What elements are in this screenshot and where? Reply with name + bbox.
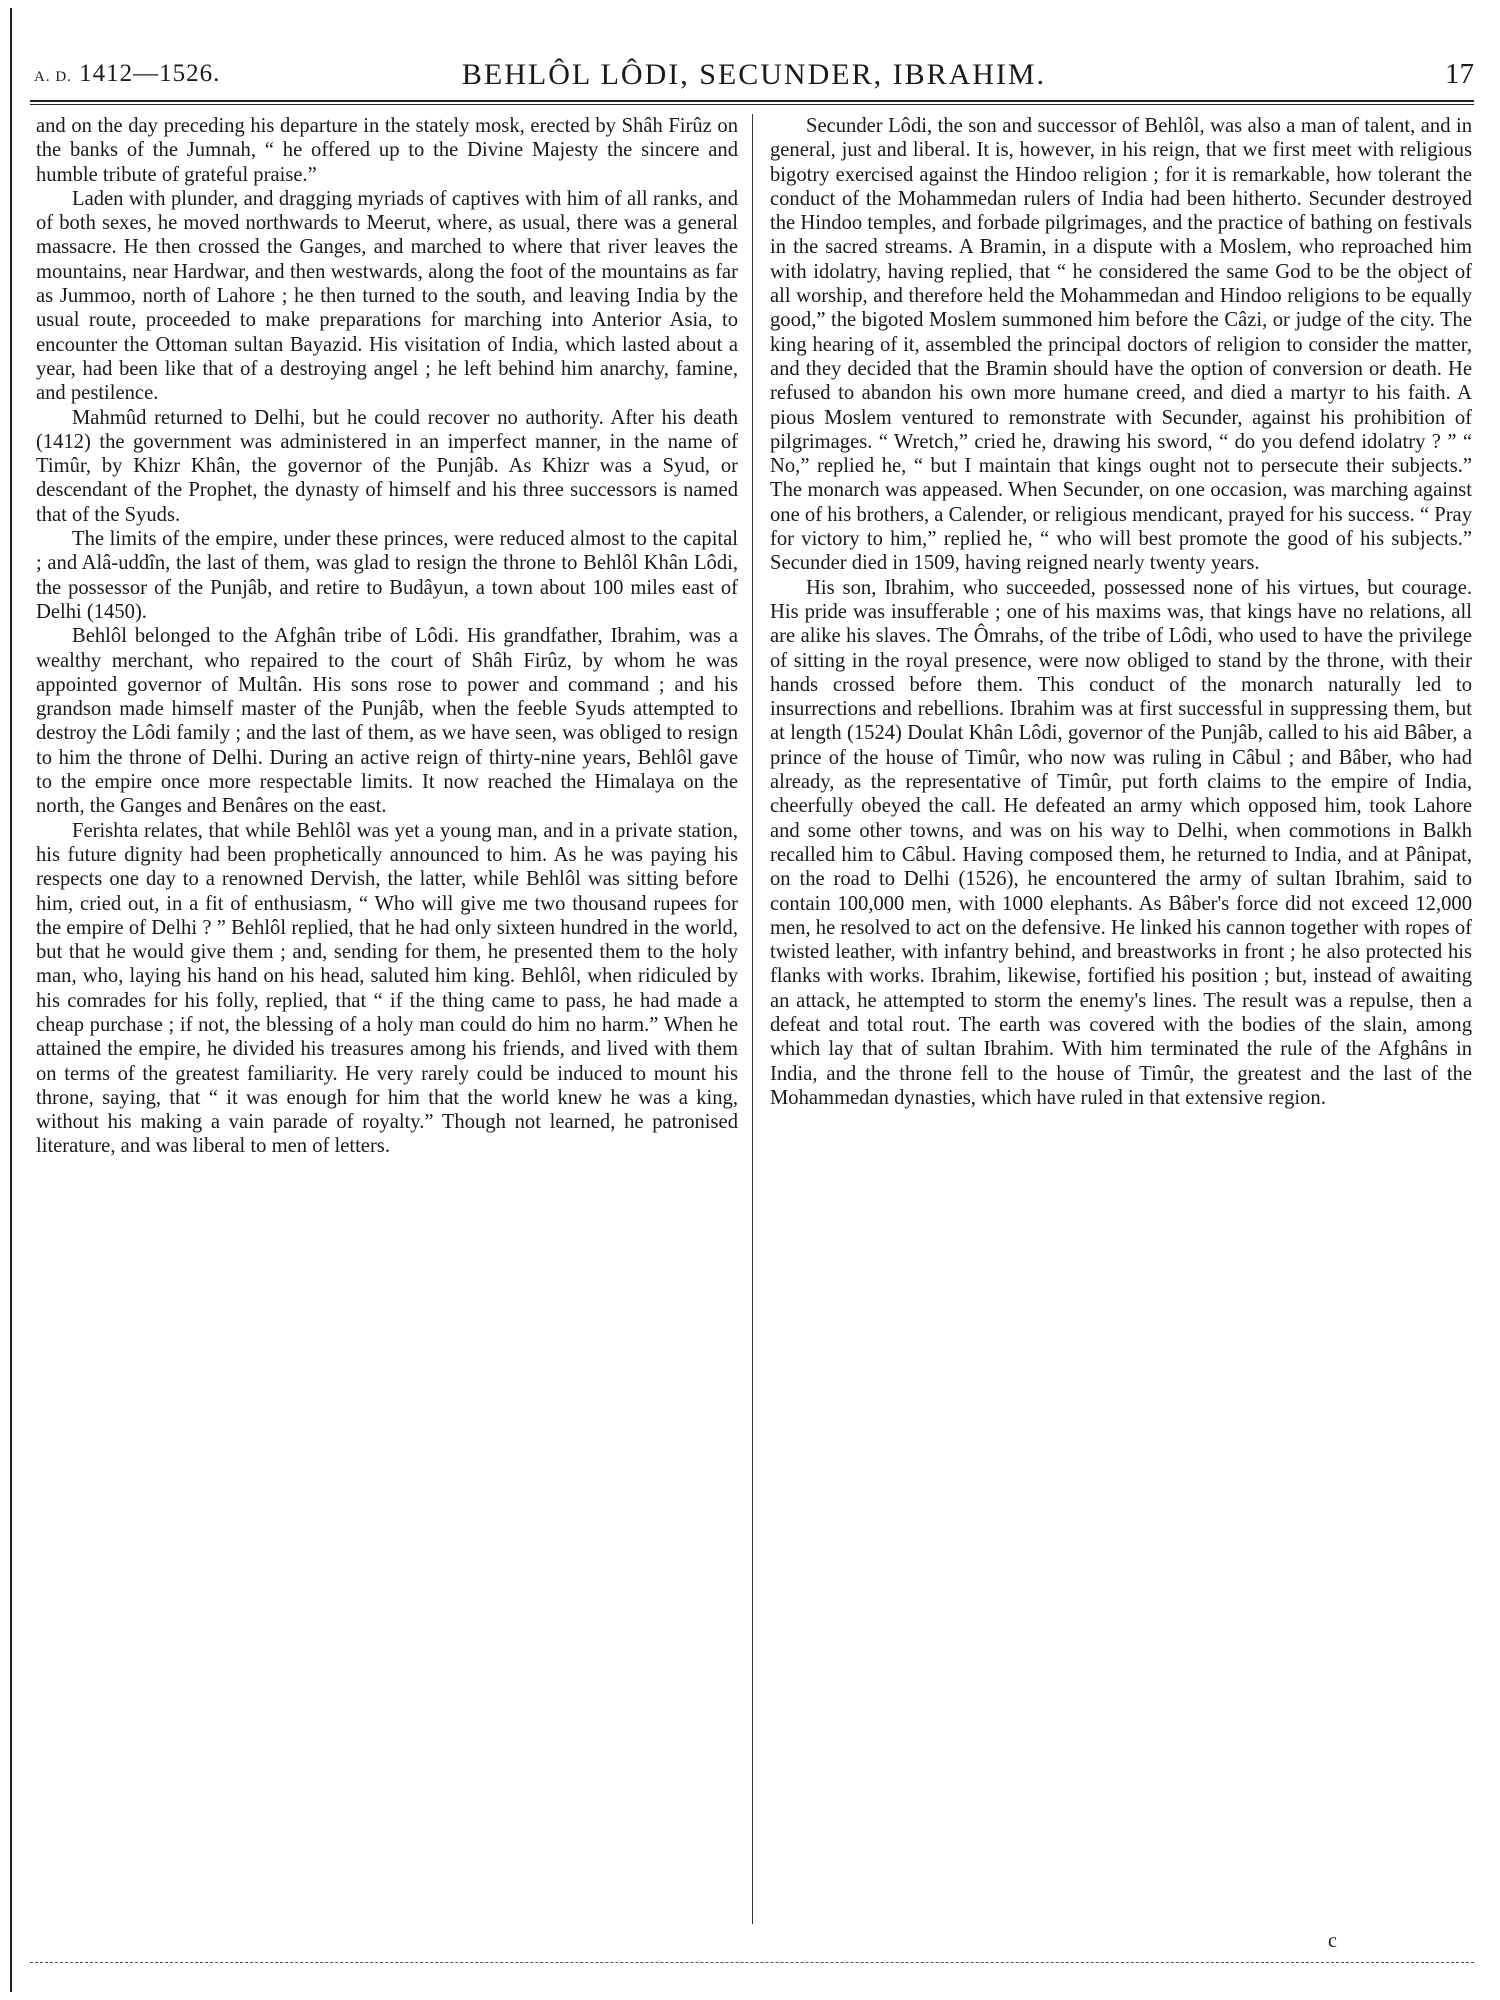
paragraph: and on the day preceding his departure in the stately mosk, erected by Shâh Firûz on the banks of the Jumnah, “ he offered up to the Divine Majesty the sincere and humble tribute of grateful praise.” (36, 115, 738, 186)
paragraph: His son, Ibrahim, who succeeded, possessed none of his virtues, but courage. His pride was insufferable ; one of his maxims was, that kings have no relations, all are alike his slaves. The Ômrahs, of the tribe of Lôdi, who used to have the privilege of sitting in the royal presence, were now obliged to stand by the throne, with their hands crossed before them. This conduct of the monarch naturally led to insurrections and rebellions. Ibrahim was at first successful in suppressing them, but at length (1524) Doulat Khân Lôdi, governor of the Punjâb, called to his aid Bâber, a prince of the house of Timûr, who now was ruling in Câbul ; and Bâber, who had already, as the representative of Timûr, put forth claims to the empire of India, cheerfully obeyed the call. He defeated an army which opposed him, took Lahore and some other towns, and was on his way to Delhi, when commotions in Balkh recalled him to Câbul. Having composed them, he returned to India, and at Pânipat, on the road to Delhi (1526), he encountered the army of sultan Ibrahim, said to contain 100,000 men, with 1000 elephants. As Bâber's force did not exceed 12,000 men, he resolved to act on the defensive. He linked his cannon together with ropes of twisted leather, with infantry behind, and breastworks in front ; he also protected his flanks with works. Ibrahim, likewise, fortified his position ; but, instead of awaiting an attack, he attempted to storm the enemy's lines. The result was a repulse, then a defeat and total rout. The earth was covered with the bodies of the slain, among which lay that of sultan Ibrahim. With him terminated the rule of the Afghâns in India, and the throne fell to the house of Timûr, the greatest and the last of the Mohammedan dynasties, which have ruled in that extensive region. (770, 576, 1472, 1109)
paragraph: The limits of the empire, under these princes, were reduced almost to the capital ; and Alâ-uddîn, the last of them, was glad to resign the throne to Behlôl Khân Lôdi, the possessor of the Punjâb, and retire to Budâyun, a town about 100 miles east of Delhi (1450). (36, 528, 738, 623)
left-column (36, 114, 738, 1159)
header-years: 1412—1526. (79, 60, 221, 87)
running-header (34, 52, 1474, 92)
header-title: BEHLÔL LÔDI, SECUNDER, IBRAHIM. (461, 58, 1047, 91)
column-divider (752, 114, 753, 1924)
signature-mark: c (1328, 1930, 1337, 1952)
header-rule (30, 100, 1474, 102)
header-ad-prefix: A. D. (34, 69, 72, 85)
paragraph: Secunder Lôdi, the son and successor of Behlôl, was also a man of talent, and in general, just and liberal. It is, however, in his reign, that we first meet with religious bigotry exercised against the Hindoo religion ; for it is remarkable, how tolerant the conduct of the Mohammedan rulers of India had been hitherto. Secunder destroyed the Hindoo temples, and forbade pilgrimages, and the practice of bathing on festivals in the sacred streams. A Bramin, in a dispute with a Moslem, who reproached him with idolatry, having replied, that “ he considered the same God to be the object of all worship, and therefore held the Mohammedan and Hindoo religions to be equally good,” the bigoted Moslem summoned him before the Câzi, or judge of the city. The king hearing of it, assembled the principal doctors of religion to consider the matter, and they decided that the Bramin should have the option of conversion or death. He refused to abandon his own more humane creed, and died a martyr to his faith. A pious Moslem ventured to remonstrate with Secunder, against his prohibition of pilgrimages. “ Wretch,” cried he, drawing his sword, “ do you defend idolatry ? ” “ No,” replied he, “ but I maintain that kings ought not to persecute their subjects.” The monarch was appeased. When Secunder, on one occasion, was marching against one of his brothers, a Calender, or religious mendicant, prayed for his success. “ Pray for victory to him,” replied he, “ who will best promote the good of his subjects.” Secunder died in 1509, having reigned nearly twenty years. (770, 115, 1472, 575)
page-number: 17 (1445, 58, 1474, 90)
paragraph: Ferishta relates, that while Behlôl was yet a young man, and in a private station, his future dignity had been prophetically announced to him. As he was paying his respects one day to a renowned Dervish, the latter, while Behlôl was sitting before him, cried out, in a fit of enthusiasm, “ Who will give me two thousand rupees for the empire of Delhi ? ” Behlôl replied, that he had only sixteen hundred in the world, but that he would give them ; and, sending for them, he presented them to the holy man, who, laying his hand on his head, saluted him king. Behlôl, when ridiculed by his comrades for his folly, replied, that “ if the thing came to pass, he had made a cheap purchase ; if not, the blessing of a holy man could do him no harm.” When he attained the empire, he divided his treasures among his friends, and lived with them on terms of the greatest familiarity. He very rarely could be induced to mount his throne, saying, that “ it was enough for him that the world knew he was a king, without his making a vain parade of royalty.” Though not learned, he patronised literature, and was liberal to men of letters. (36, 819, 738, 1158)
footer-rule (30, 1962, 1474, 1963)
right-column (770, 114, 1472, 1110)
paragraph: Mahmûd returned to Delhi, but he could recover no authority. After his death (1412) the government was administered in an imperfect manner, in the name of Timûr, by Khizr Khân, the governor of the Punjâb. As Khizr was a Syud, or descendant of the Prophet, the dynasty of himself and his three successors is named that of the Syuds. (36, 406, 738, 526)
paragraph: Behlôl belonged to the Afghân tribe of Lôdi. His grandfather, Ibrahim, was a wealthy merchant, who repaired to the court of Shâh Firûz, by whom he was appointed governor of Multân. His sons rose to power and command ; and his grandson made himself master of the Punjâb, when the feeble Syuds attempted to destroy the Lôdi family ; and the last of them, as we have seen, was obliged to resign to him the throne of Delhi. During an active reign of thirty-nine years, Behlôl gave to the empire once more respectable limits. It now reached the Himalaya on the north, the Ganges and Benâres on the east. (36, 625, 738, 818)
paragraph: Laden with plunder, and dragging myriads of captives with him of all ranks, and of both sexes, he moved northwards to Meerut, where, as usual, there was a general massacre. He then crossed the Ganges, and marched to where that river leaves the mountains, near Hardwar, and then westwards, along the foot of the mountains as far as Jummoo, north of Lahore ; he then turned to the south, and leaving India by the usual route, proceeded to make preparations for marching into Anterior Asia, to encounter the Ottoman sultan Bayazid. His visitation of India, which lasted about a year, had been like that of a destroying angel ; he left behind him anarchy, famine, and pestilence. (36, 187, 738, 405)
header-rule-thin (30, 104, 1474, 105)
